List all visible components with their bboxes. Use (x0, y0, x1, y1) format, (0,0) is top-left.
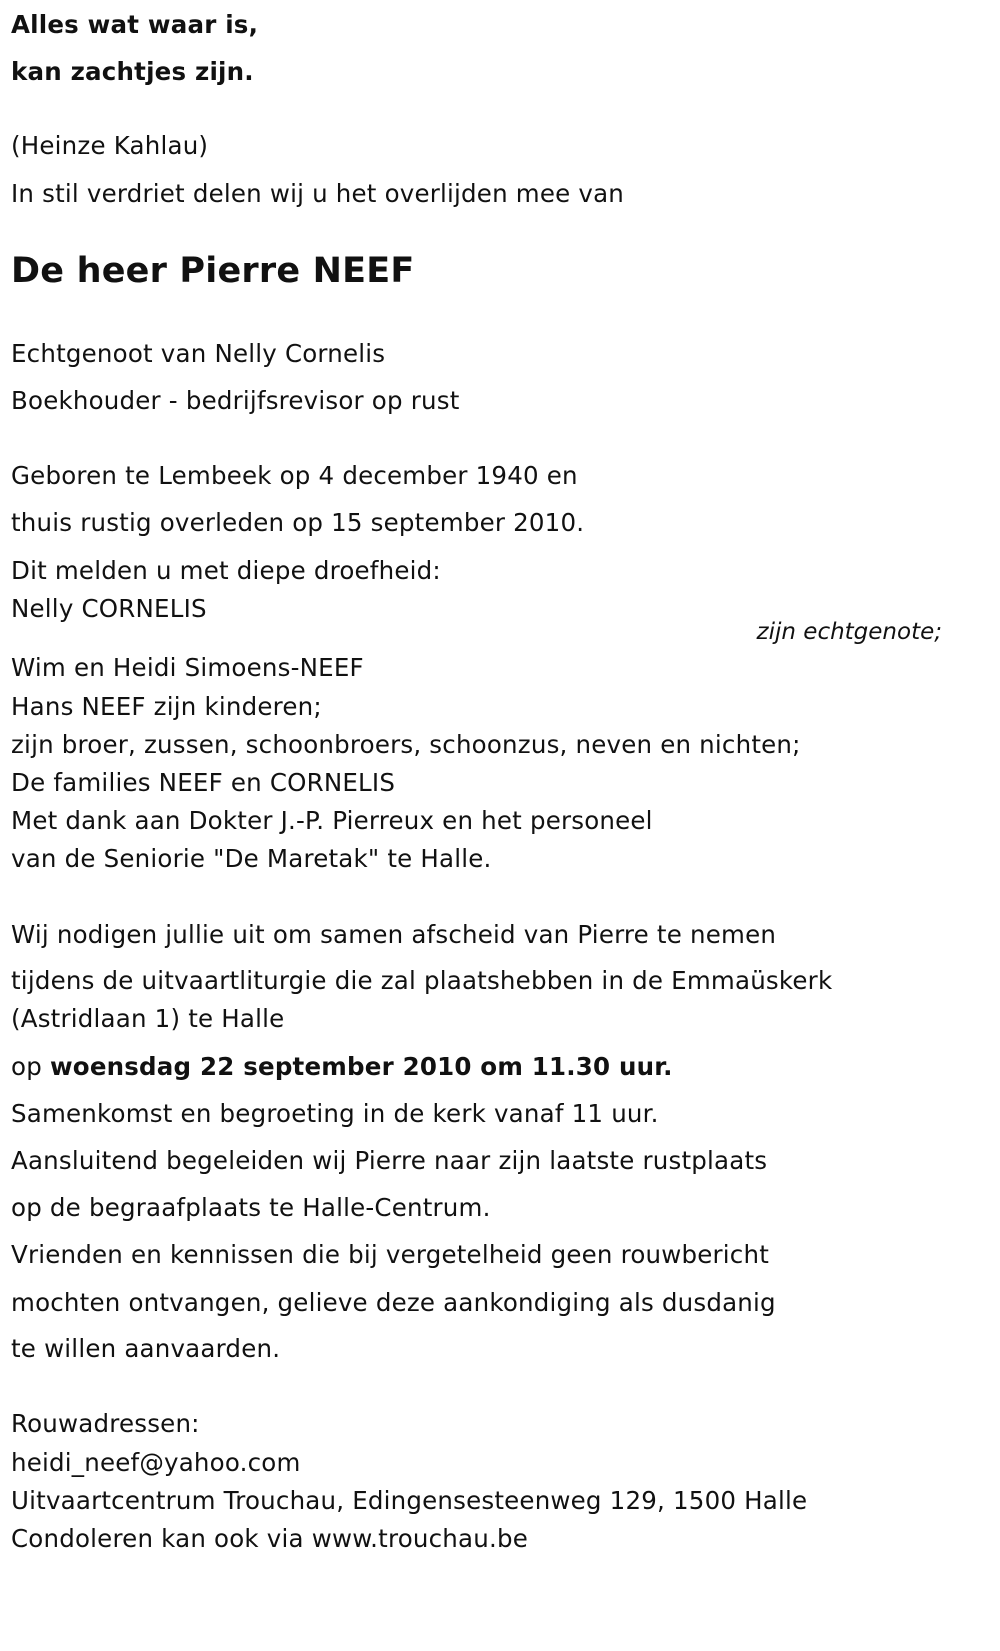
mourner-families: De families NEEF en CORNELIS (11, 768, 396, 797)
ceremony-date-line (11, 1052, 673, 1082)
thanks-line-2: van de Seniorie "De Maretak" te Halle. (11, 844, 492, 873)
motto-author: (Heinze Kahlau) (11, 131, 209, 160)
motto-line-1: Alles wat waar is, (11, 10, 259, 39)
addresses-label: Rouwadressen: (11, 1409, 200, 1438)
notice-line-1: Vrienden en kennissen die bij vergetelheid geen rouwbericht (11, 1240, 769, 1269)
funeral-home-address: Uitvaartcentrum Trouchau, Edingensesteenweg 129, 1500 Halle (11, 1486, 808, 1515)
ceremony-date: woensdag 22 september 2010 om 11.30 uur. (49, 1052, 673, 1081)
email-address[interactable]: heidi_neef@yahoo.com (11, 1448, 301, 1477)
born-line: Geboren te Lembeek op 4 december 1940 en (11, 461, 578, 490)
condolences-line: Condoleren kan ook via www.trouchau.be (11, 1524, 528, 1553)
mourner-child-2: Hans NEEF zijn kinderen; (11, 692, 322, 721)
mourner-spouse-role: zijn echtgenote; (756, 619, 942, 645)
ceremony-line-1: Wij nodigen jullie uit om samen afscheid van Pierre te nemen (11, 920, 777, 949)
intro-text: In stil verdriet delen wij u het overlijden mee van (11, 179, 625, 208)
notice-line-2: mochten ontvangen, gelieve deze aankondiging als dusdanig (11, 1288, 776, 1317)
died-line: thuis rustig overleden op 15 september 2010. (11, 508, 585, 537)
notice-line-3: te willen aanvaarden. (11, 1334, 281, 1363)
gathering-line: Samenkomst en begroeting in de kerk vanaf 11 uur. (11, 1099, 659, 1128)
mourner-spouse-name: Nelly CORNELIS (11, 594, 207, 623)
ceremony-date-prefix: op (11, 1052, 42, 1081)
mourners-intro: Dit melden u met diepe droefheid: (11, 556, 441, 585)
deceased-name: De heer Pierre NEEF (11, 251, 415, 291)
ceremony-line-2: tijdens de uitvaartliturgie die zal plaatshebben in de Emmaüskerk (11, 966, 833, 995)
mourner-relatives: zijn broer, zussen, schoonbroers, schoonzus, neven en nichten; (11, 730, 801, 759)
burial-line-1: Aansluitend begeleiden wij Pierre naar zijn laatste rustplaats (11, 1146, 768, 1175)
mourner-child-1: Wim en Heidi Simoens-NEEF (11, 653, 364, 682)
spouse-line: Echtgenoot van Nelly Cornelis (11, 339, 386, 368)
motto-line-2: kan zachtjes zijn. (11, 57, 254, 86)
profession-line: Boekhouder - bedrijfsrevisor op rust (11, 386, 460, 415)
ceremony-line-3: (Astridlaan 1) te Halle (11, 1004, 285, 1033)
burial-line-2: op de begraafplaats te Halle-Centrum. (11, 1193, 491, 1222)
thanks-line-1: Met dank aan Dokter J.-P. Pierreux en het personeel (11, 806, 653, 835)
